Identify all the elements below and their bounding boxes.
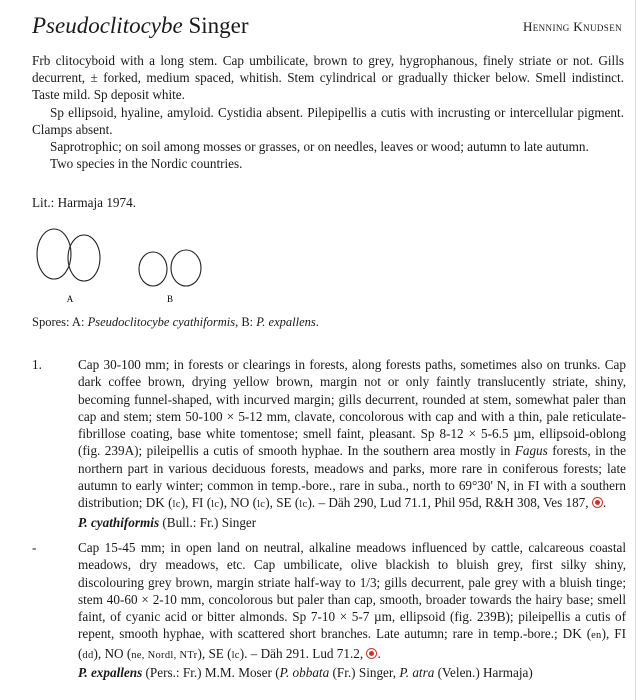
page-edge-rule bbox=[635, 0, 636, 700]
key-entry-1 bbox=[30, 356, 626, 531]
key-number: 1. bbox=[32, 357, 42, 372]
genus-name: Pseudoclitocybe bbox=[32, 13, 183, 38]
spore-illustration bbox=[30, 224, 230, 306]
description-paragraph: Sp ellipsoid, hyaline, amyloid. Cystidia absent. Pilepipellis a cutis with incrusting or intercellular pigment. Clamps absent. bbox=[32, 104, 624, 137]
spore-label-a: A bbox=[66, 294, 74, 304]
spore-a-1 bbox=[37, 229, 71, 279]
ecology-paragraph: Saprotrophic; on soil among mosses or grasses, or on needles, leaves or wood; autumn to late autumn. bbox=[50, 139, 589, 155]
species-name: P. expallens (Pers.: Fr.) M.M. Moser (P. obbata (Fr.) Singer, P. atra (Velen.) Harmaja) bbox=[78, 665, 533, 681]
key-description: Cap 15-45 mm; in open land on neutral, alkaline meadows influenced by cattle, calcareous coastal meadows, dry meadows, etc. Cap umbilicate, olive blackish to bluish grey, first silky shiny, discolouring grey brown, margin striate half-way to 1/3; gills decurrent, pale grey with a bluish tinge; stem 40-60 × 2-10 mm, concolorous but paler than cap, smooth, broader towards the hairy base; smell faint, of cyanic acid or bitter almonds. Sp 7-10 × 5-7 µm, ellipsoid (fig. 239B); pileipellis a cutis of repent, smooth hyphae, with scattered short branches. Late autumn; rare in temp.-bore.; DK (en), FI (dd), NO (ne, Nordl, NTr), SE (lc). – Däh 291. Lud 71.2, . bbox=[78, 539, 626, 661]
species-name: P. cyathiformis (Bull.: Fr.) Singer bbox=[78, 514, 257, 530]
species-count-paragraph: Two species in the Nordic countries. bbox=[50, 156, 243, 172]
species-key bbox=[30, 356, 626, 681]
spore-b-2 bbox=[171, 250, 201, 286]
description-paragraph: Frb clitocyboid with a long stem. Cap umbilicate, brown to grey, hygrophanous, finely striate or not. Gills decurrent, ± forked, medium spaced, whitish. Stem cylindrical or gradually thicker below. Smell indistinct. Taste mild. Sp deposit white. bbox=[32, 53, 624, 103]
spore-a-2 bbox=[68, 235, 100, 281]
redlist-icon bbox=[366, 648, 377, 659]
chapter-author: Henning Knudsen bbox=[522, 19, 622, 34]
spore-label-b: B bbox=[166, 294, 174, 304]
spore-b-1 bbox=[139, 252, 167, 286]
genus-heading bbox=[32, 12, 249, 40]
key-entry-2 bbox=[30, 539, 626, 681]
genus-author: Singer bbox=[188, 13, 249, 38]
key-description: Cap 30-100 mm; in forests or clearings in forests, along forests paths, sometimes also on trunks. Cap dark coffee brown, drying yellow brown, margin not or only faintly translucently striate, shiny, becoming funnel-shaped, with incurved margin; gills decurrent, rounded at stem, somewhat paler than cap and stem; stem 50-100 × 5-12 mm, clavate, concolorous with cap and with a thin, pale reticulate-fibrillose coating, base white tomentose; smell faint, pleasant. Sp 8-12 × 5-6.5 µm, ellipsoid-oblong (fig. 239A); pileipellis a cutis of smooth hyphae. In the southern area mostly in Fagus forests, in the northern part in various deciduous forests, meadows and parks, more rare in coniferous forests; late autumn to early winter; common in temp.-bore., rare in suba., north to 69°30' N, in FI with a southern distribution; DK (lc), FI (lc), NO (lc), SE (lc). – Däh 290, Lud 71.1, Phil 95d, R&H 308, Ves 187, . bbox=[78, 357, 626, 511]
key-number: - bbox=[32, 539, 37, 555]
genus-description bbox=[32, 52, 624, 172]
redlist-icon bbox=[592, 497, 603, 508]
spore-caption: Spores: A: Pseudoclitocybe cyathiformis, B: P. expallens. bbox=[32, 315, 319, 329]
literature-reference: Lit.: Harmaja 1974. bbox=[32, 195, 137, 210]
